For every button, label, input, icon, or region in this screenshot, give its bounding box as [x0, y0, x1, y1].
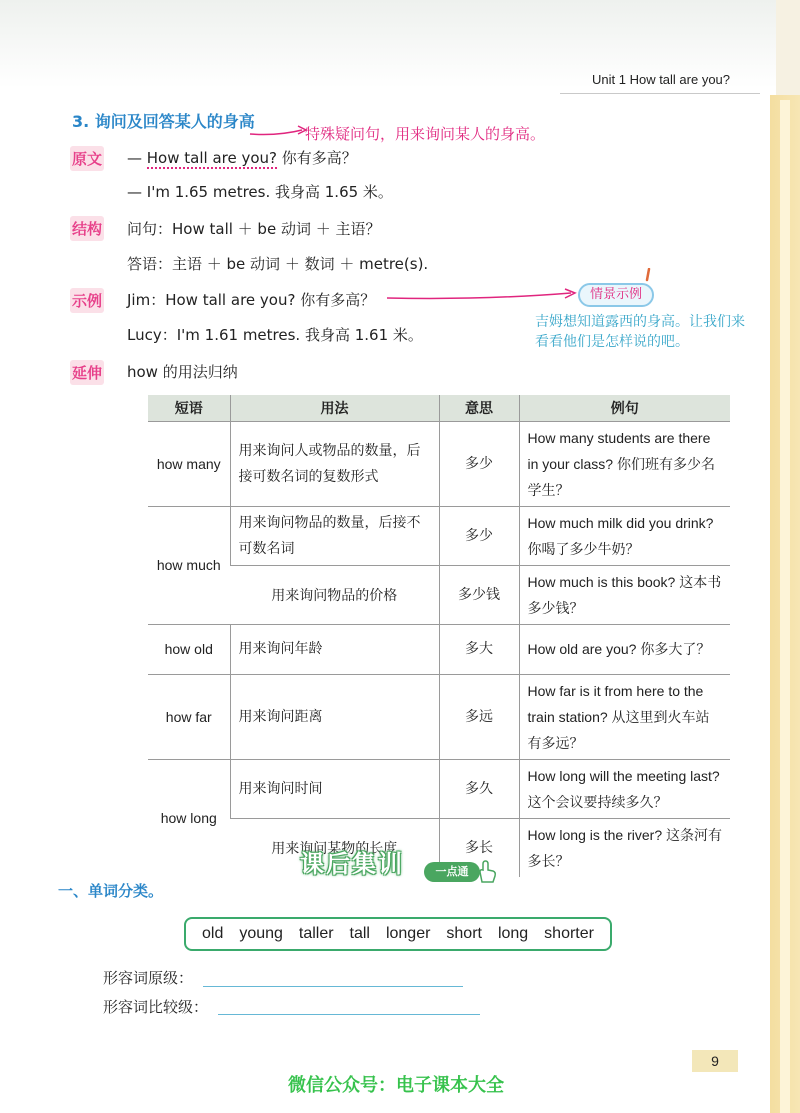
phrase-cell: how much [148, 506, 230, 624]
tag-original: 原文 [70, 146, 104, 171]
word-bank [184, 917, 612, 951]
original-question [127, 147, 357, 168]
original-answer: — I'm 1.65 metres. 我身高 1.65 米。 [127, 183, 393, 201]
tag-example: 示例 [70, 288, 104, 313]
example-cell: How many students are there in your class? 你们班有多少名学生？ [519, 421, 730, 506]
word-item: longer [385, 925, 431, 942]
footer-watermark: 微信公众号：电子课本大全 [288, 1075, 504, 1096]
section-title: 3. 询问及回答某人的身高 [72, 112, 255, 131]
phrase-cell: how far [148, 674, 230, 759]
example-cell: How long is the river? 这条河有多长？ [519, 818, 730, 877]
scenario-note: 吉姆想知道露西的身高。让我们来看看他们是怎样说的吧。 [535, 314, 745, 350]
usage-cell: 用来询问物品的数量，后接不可数名词 [230, 506, 439, 565]
table-row [148, 624, 730, 674]
practice-banner [300, 842, 500, 884]
word-item: young [239, 925, 283, 942]
tag-extension: 延伸 [70, 360, 104, 385]
col-meaning: 意思 [439, 395, 519, 421]
banner-pill: 一点通 [424, 862, 480, 882]
page-edge-inner [780, 100, 790, 1113]
table-header-row [148, 395, 730, 421]
table-row [148, 506, 730, 565]
usage-cell: 用来询问物品的价格 [230, 565, 439, 624]
structure-answer: 答语：主语 ＋ be 动词 ＋ 数词 ＋ metre(s). [127, 255, 429, 273]
bubble-mark-icon [644, 268, 654, 284]
structure-question: 问句：How tall ＋ be 动词 ＋ 主语？ [127, 220, 381, 238]
question-cn: 你有多高？ [281, 149, 357, 167]
table-row [148, 565, 730, 624]
example-cell: How much milk did you drink? 你喝了多少牛奶？ [519, 506, 730, 565]
note-arrow-icon [248, 124, 308, 138]
word-item: old [201, 925, 224, 942]
meaning-cell: 多大 [439, 624, 519, 674]
section-note: 特殊疑问句，用来询问某人的身高。 [305, 125, 546, 143]
comparative-answer-line[interactable] [218, 1014, 480, 1015]
phrase-cell: how long [148, 759, 230, 877]
tag-structure: 结构 [70, 216, 104, 241]
banner-title: 课后集训 [300, 850, 404, 878]
question-en: How tall are you? [146, 149, 277, 167]
header-rule [560, 93, 760, 94]
exercise-title: 一、单词分类。 [58, 882, 164, 900]
page-number: 9 [692, 1050, 738, 1072]
col-example: 例句 [519, 395, 730, 421]
usage-cell: 用来询问距离 [230, 674, 439, 759]
how-usage-table [148, 395, 730, 877]
example-cell: How old are you? 你多大了？ [519, 624, 730, 674]
word-item: shorter [544, 925, 594, 942]
meaning-cell: 多少钱 [439, 565, 519, 624]
example-jim: Jim：How tall are you? 你有多高？ [127, 291, 376, 309]
col-phrase: 短语 [148, 395, 230, 421]
usage-cell: 用来询问年龄 [230, 624, 439, 674]
meaning-cell: 多少 [439, 506, 519, 565]
meaning-cell: 多少 [439, 421, 519, 506]
table-row [148, 674, 730, 759]
col-usage: 用法 [230, 395, 439, 421]
word-item: tall [349, 925, 370, 942]
word-item: long [497, 925, 529, 942]
scenario-bubble: 情景示例 [578, 283, 654, 307]
positive-label: 形容词原级： [103, 969, 194, 987]
example-cell: How long will the meeting last? 这个会议要持续多久？ [519, 759, 730, 818]
example-cell: How far is it from here to the train station? 从这里到火车站有多远？ [519, 674, 730, 759]
example-cell: How much is this book? 这本书多少钱？ [519, 565, 730, 624]
usage-cell: 用来询问某物的长度 [230, 818, 439, 877]
extension-title: how 的用法归纳 [127, 363, 238, 381]
usage-cell: 用来询问时间 [230, 759, 439, 818]
positive-answer-line[interactable] [203, 986, 463, 987]
phrase-cell: how old [148, 624, 230, 674]
table-row [148, 759, 730, 818]
meaning-cell: 多长 [439, 818, 519, 877]
example-arrow-icon [385, 286, 580, 306]
example-lucy: Lucy：I'm 1.61 metres. 我身高 1.61 米。 [127, 326, 423, 344]
table-row [148, 421, 730, 506]
unit-header: Unit 1 How tall are you? [592, 72, 731, 87]
meaning-cell: 多久 [439, 759, 519, 818]
comparative-label: 形容词比较级： [103, 998, 209, 1016]
usage-cell: 用来询问人或物品的数量，后接可数名词的复数形式 [230, 421, 439, 506]
pointer-hand-icon [476, 860, 498, 884]
meaning-cell: 多远 [439, 674, 519, 759]
dash: — [127, 149, 142, 167]
word-item: taller [298, 925, 334, 942]
phrase-cell: how many [148, 421, 230, 506]
word-item: short [446, 925, 482, 942]
